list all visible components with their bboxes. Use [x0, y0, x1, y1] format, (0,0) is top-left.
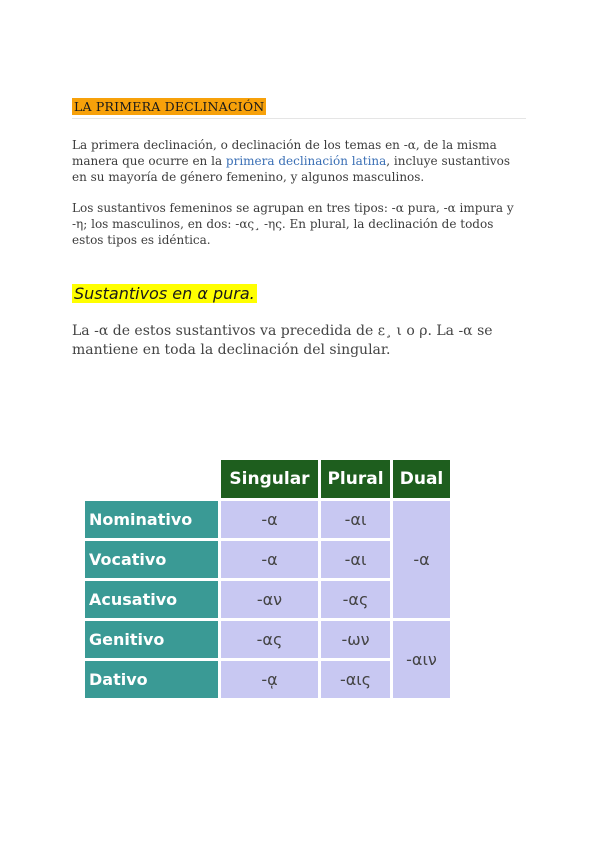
intro-paragraph [72, 137, 528, 185]
cell-nominativo-singular: -α [221, 501, 318, 538]
section-heading [72, 96, 526, 119]
cell-acusativo-singular: -αν [221, 581, 318, 618]
intro-text-end: , incluye sustantivos en su mayoría de género femenino, y algunos masculinos. [72, 154, 511, 184]
subheading [72, 284, 257, 303]
primera-declinacion-latina-link[interactable]: primera declinación latina [225, 154, 387, 168]
row-header-vocativo: Vocativo [85, 541, 218, 578]
cell-vocativo-plural: -αι [321, 541, 390, 578]
cell-nominativo-plural: -αι [321, 501, 390, 538]
declension-table [82, 457, 453, 701]
cell-dual-gen-dat: -αιν [393, 621, 450, 698]
column-header-singular: Singular [221, 460, 318, 498]
subheading-text: Sustantivos en α pura. [74, 284, 255, 303]
column-header-dual: Dual [393, 460, 450, 498]
cell-vocativo-singular: -α [221, 541, 318, 578]
types-paragraph: Los sustantivos femeninos se agrupan en tres tipos: -α pura, -α impura y -η; los masculinos, en dos: -ας¸ -ης. En plural, la declinación de todos estos tipos es idéntica. [72, 201, 514, 247]
cell-dativo-singular: -ᾳ [221, 661, 318, 698]
row-header-acusativo: Acusativo [85, 581, 218, 618]
cell-dativo-plural: -αις [321, 661, 390, 698]
cell-acusativo-plural: -ας [321, 581, 390, 618]
table-header-row [85, 460, 450, 498]
section-heading-text: LA PRIMERA DECLINACIÓN [74, 99, 265, 114]
table-row [85, 621, 450, 658]
cell-dual-nom-voc-acus: -α [393, 501, 450, 618]
cell-genitivo-plural: -ων [321, 621, 390, 658]
row-header-nominativo: Nominativo [85, 501, 218, 538]
row-header-dativo: Dativo [85, 661, 218, 698]
cell-genitivo-singular: -ας [221, 621, 318, 658]
alpha-paragraph: La -α de estos sustantivos va precedida de ε¸ ι o ρ. La -α se mantiene en toda la declinación del singular. [72, 323, 493, 358]
table-row [85, 501, 450, 538]
column-header-plural: Plural [321, 460, 390, 498]
row-header-genitivo: Genitivo [85, 621, 218, 658]
intro-text-start: La primera declinación, o declinación de los temas en -α, de la misma manera que ocurre en la [72, 138, 497, 168]
table-corner [85, 460, 218, 498]
